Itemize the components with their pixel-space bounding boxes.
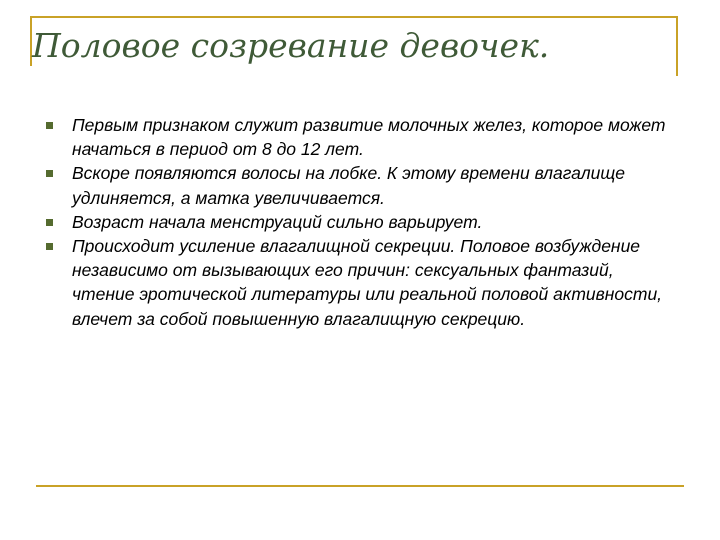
bullet-item bbox=[40, 210, 680, 234]
slide-title: Половое созревание девочек. bbox=[32, 26, 550, 65]
bullet-text: Возраст начала менструаций сильно варьирует. bbox=[72, 211, 483, 232]
bullet-text: Первым признаком служит развитие молочных желез, которое может начаться в период от 8 до 12 лет. bbox=[72, 115, 666, 160]
bullet-item bbox=[40, 113, 680, 161]
square-bullet-icon bbox=[46, 122, 53, 129]
frame-bottom-line bbox=[36, 485, 684, 487]
square-bullet-icon bbox=[46, 243, 53, 250]
bullet-list bbox=[40, 113, 680, 331]
square-bullet-icon bbox=[46, 219, 53, 226]
bullet-text: Происходит усиление влагалищной секреции. Половое возбуждение независимо от вызывающих его причин: сексуальных фантазий, чтение эротической литературы или реальной половой активности, влечет за собой повышенную влагалищную секрецию. bbox=[72, 236, 663, 329]
bullet-item bbox=[40, 161, 680, 209]
frame-top-line bbox=[30, 16, 678, 18]
bullet-text: Вскоре появляются волосы на лобке. К этому времени влагалище удлиняется, а матка увеличивается. bbox=[72, 163, 625, 208]
bullet-item bbox=[40, 234, 680, 331]
frame-right-line bbox=[676, 16, 678, 76]
square-bullet-icon bbox=[46, 170, 53, 177]
